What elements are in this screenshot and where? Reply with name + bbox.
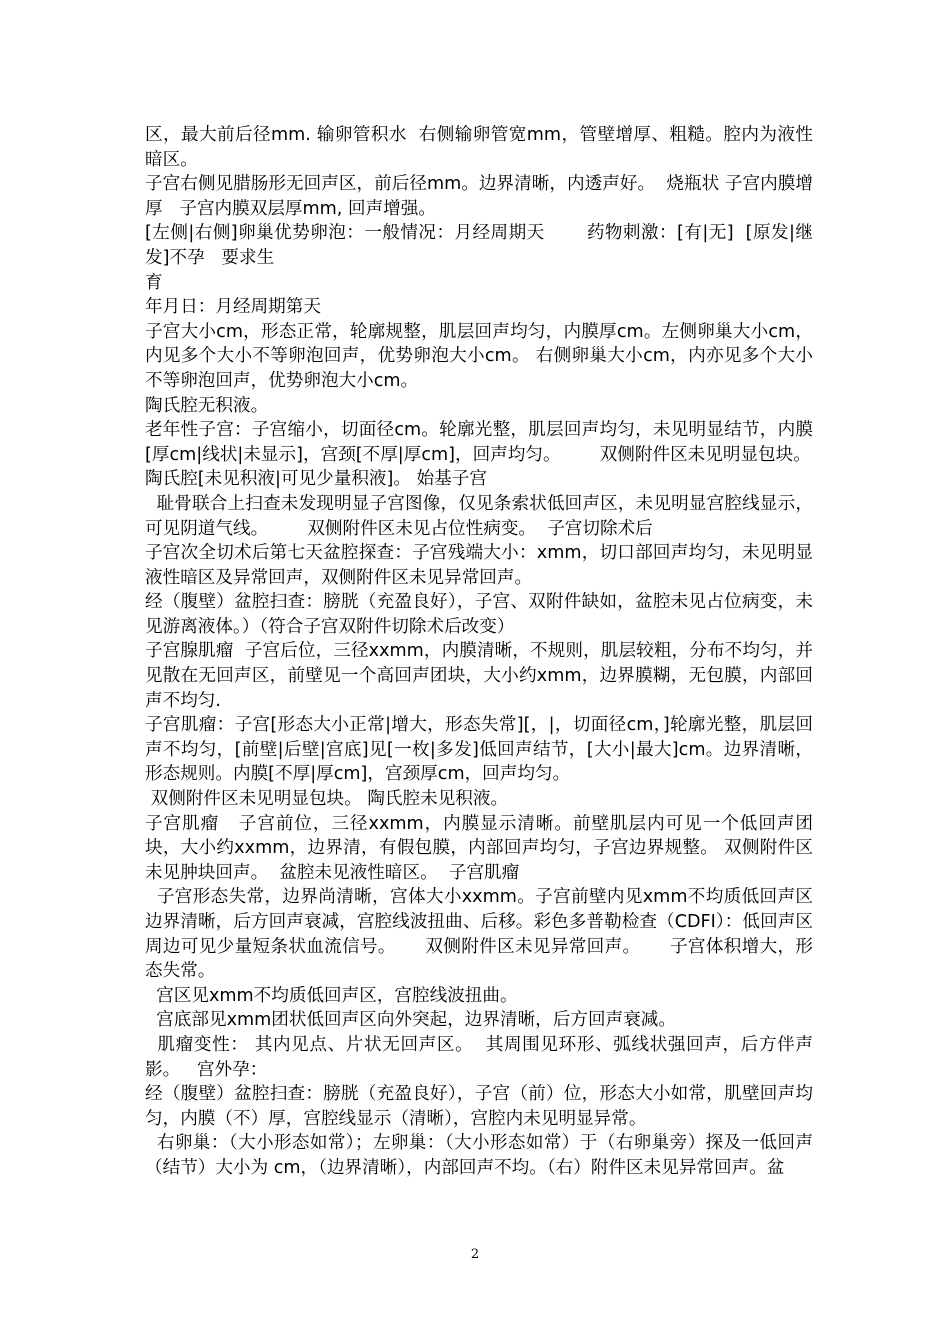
document-body: [145, 123, 813, 1181]
paragraph: 经（腹壁）盆腔扫查：膀胱（充盈良好），子宫（前）位，形态大小如常，肌壁回声均匀，内膜（不）厚，宫腔线显示（清晰），宫腔内未见明显异常。: [145, 1084, 813, 1129]
paragraph: 子宫右侧见腊肠形无回声区，前后径mm。边界清晰，内透声好。 烧瓶状 子宫内膜增厚 子宫内膜双层厚mm, 回声增强。: [145, 174, 813, 219]
paragraph: 子宫大小cm，形态正常，轮廓规整，肌层回声均匀，内膜厚cm。左侧卵巢大小cm，内见多个大小不等卵泡回声，优势卵泡大小cm。 右侧卵巢大小cm，内亦见多个大小不等卵泡回声，优势卵泡大小cm。: [145, 321, 813, 391]
paragraph: [左侧|右侧]卵巢优势卵泡：一般情况：月经周期天 药物刺激：[有|无] [原发|继发]不孕 要求生: [145, 223, 813, 268]
paragraph: 老年性子宫：子宫缩小，切面径cm。轮廓光整，肌层回声均匀，未见明显结节，内膜[厚cm|线状|未显示]，宫颈[不厚|厚cm]，回声均匀。 双侧附件区未见明显包块。: [145, 420, 813, 465]
paragraph: 子宫次全切术后第七天盆腔探查：子宫残端大小：xmm，切口部回声均匀，未见明显液性暗区及异常回声，双侧附件区未见异常回声。: [145, 543, 813, 588]
paragraph: 子宫形态失常，边界尚清晰，宫体大小xxmm。子宫前壁内见xmm不均质低回声区边界清晰，后方回声衰减，宫腔线波扭曲、后移。彩色多普勒检查（CDFI）：低回声区周边可见少量短条状血流信号。 双侧附件区未见异常回声。 子宫体积增大，形态失常。: [145, 887, 814, 982]
paragraph: 子宫腺肌瘤 子宫后位，三径xxmm，内膜清晰，不规则，肌层较粗，分布不均匀，并见散在无回声区，前壁见一个高回声团块，大小约xmm，边界膜糊，无包膜，内部回声不均匀.: [145, 641, 813, 711]
page-number: 2: [470, 1247, 480, 1262]
paragraph: 年月日：月经周期第天: [145, 297, 321, 318]
paragraph: 子宫肌瘤：子宫[形态大小正常|增大，形态失常][，|，切面径cm，]轮廓光整，肌层回声不均匀，[前壁|后壁|宫底]见[一枚|多发]低回声结节，[大小|最大]cm。边界清晰，形态规则。内膜[不厚|厚cm]，宫颈厚cm，回声均匀。: [145, 715, 813, 785]
paragraph: 陶氏腔无积液。: [145, 395, 269, 416]
paragraph: 右卵巢：（大小形态如常）；左卵巢：（大小形态如常）于（右卵巢旁）探及一低回声（结节）大小为 cm，（边界清晰），内部回声不均。（右）附件区未见异常回声。盆: [145, 1133, 813, 1178]
paragraph: 育: [145, 272, 163, 293]
paragraph: 宫底部见xmm团状低回声区向外突起，边界清晰，后方回声衰减。: [145, 1010, 676, 1031]
paragraph: 双侧附件区未见明显包块。 陶氏腔未见积液。: [145, 789, 509, 810]
paragraph: 经（腹壁）盆腔扫查：膀胱（充盈良好），子宫、双附件缺如，盆腔未见占位病变，未见游离液体。）（符合子宫双附件切除术后改变）: [145, 592, 813, 637]
paragraph: 肌瘤变性： 其内见点、片状无回声区。 其周围见环形、弧线状强回声，后方伴声影。 宫外孕：: [145, 1034, 813, 1080]
paragraph: 宫区见xmm不均质低回声区，宫腔线波扭曲。: [145, 985, 518, 1006]
paragraph: 区，最大前后径mm. 输卵管积水 右侧输卵管宽mm，管壁增厚、粗糙。腔内为液性暗区。: [145, 125, 813, 170]
paragraph: 陶氏腔[未见积液|可见少量积液]。 始基子宫: [145, 469, 487, 490]
paragraph: 耻骨联合上扫查未发现明显子宫图像，仅见条索状低回声区，未见明显宫腔线显示，可见阴道气线。 双侧附件区未见占位性病变。 子宫切除术后: [145, 493, 813, 539]
paragraph: 子宫肌瘤 子宫前位，三径xxmm，内膜显示清晰。前壁肌层内可见一个低回声团块，大小约xxmm，边界清，有假包膜，内部回声均匀，子宫边界规整。 双侧附件区未见肿块回声。 盆腔未见液性暗区。 子宫肌瘤: [145, 813, 813, 883]
